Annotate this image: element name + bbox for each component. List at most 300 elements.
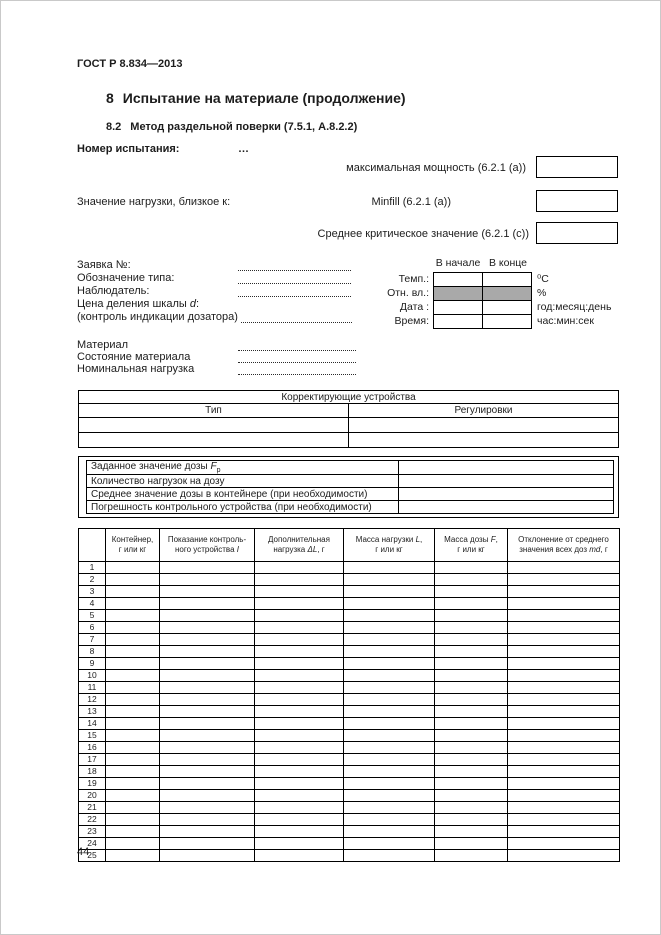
measurement-cell (255, 634, 344, 646)
row-number-cell: 8 (79, 646, 106, 658)
measurement-cell (344, 778, 435, 790)
measurement-cell (255, 742, 344, 754)
critical-value-field (536, 222, 618, 244)
row-number-cell: 3 (79, 586, 106, 598)
measurement-cell (160, 790, 255, 802)
measurement-cell (435, 802, 508, 814)
measurement-cell (435, 778, 508, 790)
measurement-cell (508, 778, 620, 790)
measurement-cell (344, 838, 435, 850)
additional-load-header-line2: нагрузка (273, 545, 308, 554)
measurement-cell (435, 718, 508, 730)
measurement-cell (106, 790, 160, 802)
load-mass-column-header (344, 529, 435, 562)
section-title-text: Испытание на материале (продолжение) (122, 90, 406, 106)
measurement-cell (160, 682, 255, 694)
measurement-cell (160, 622, 255, 634)
measurement-cell (255, 790, 344, 802)
measurement-cell (508, 658, 620, 670)
deviation-header-line2: значения всех доз (519, 545, 590, 554)
correcting-adjust-header: Регулировки (349, 404, 619, 418)
measurement-cell (508, 562, 620, 574)
env-temp-label: Темп.: (398, 273, 429, 285)
measurement-cell (106, 646, 160, 658)
measurement-cell (344, 790, 435, 802)
measurement-cell (106, 838, 160, 850)
load-mass-unit: г или кг (375, 545, 403, 554)
row-number-cell: 5 (79, 610, 106, 622)
row-number-cell: 13 (79, 706, 106, 718)
loads-per-dose-row (87, 475, 614, 488)
measurement-cell (106, 718, 160, 730)
measurement-cell (508, 850, 620, 862)
doser-indication-row (77, 311, 352, 324)
measurement-cell (255, 754, 344, 766)
measurement-cell (508, 610, 620, 622)
measurement-cell (255, 574, 344, 586)
environment-column-headers (433, 257, 611, 270)
measurement-cell (344, 826, 435, 838)
measurement-cell (106, 730, 160, 742)
measurement-cell (255, 730, 344, 742)
measurement-cell (344, 706, 435, 718)
row-number-cell: 9 (79, 658, 106, 670)
deviation-column-header (508, 529, 620, 562)
env-time-end-field (482, 314, 532, 329)
measurement-cell (160, 694, 255, 706)
env-humidity-unit: % (537, 287, 547, 299)
measurement-cell (160, 598, 255, 610)
measurement-cell (344, 766, 435, 778)
env-row-date (369, 300, 611, 315)
row-number-cell: 12 (79, 694, 106, 706)
measurement-cell (508, 802, 620, 814)
measurement-cell (435, 742, 508, 754)
measurement-row (79, 718, 620, 730)
measurement-cell (508, 742, 620, 754)
measurement-cell (508, 838, 620, 850)
dose-set-value-field (399, 461, 614, 475)
measurement-cell (435, 670, 508, 682)
measurement-row (79, 610, 620, 622)
measurement-cell (508, 670, 620, 682)
loads-per-dose-label: Количество нагрузок на дозу (87, 475, 399, 488)
measurement-cell (435, 658, 508, 670)
measurement-cell (508, 826, 620, 838)
dose-set-value-row (87, 461, 614, 475)
row-number-cell: 2 (79, 574, 106, 586)
measurement-cell (435, 634, 508, 646)
section-title (106, 90, 406, 106)
measurement-cell (106, 658, 160, 670)
load-mass-comma: , (420, 535, 423, 544)
measurement-cell (508, 730, 620, 742)
correcting-devices-title-row (79, 391, 619, 404)
measurement-cell (255, 766, 344, 778)
measurement-cell (106, 634, 160, 646)
measurement-cell (160, 586, 255, 598)
measurement-cell (106, 766, 160, 778)
material-leader (238, 339, 356, 351)
measurement-cell (508, 622, 620, 634)
measurement-cell (344, 586, 435, 598)
measurement-table-header (79, 529, 620, 562)
measurement-cell (435, 610, 508, 622)
row-number-cell: 18 (79, 766, 106, 778)
measurement-cell (255, 658, 344, 670)
measurement-cell (255, 706, 344, 718)
measurement-cell (160, 754, 255, 766)
measurement-table-body (79, 562, 620, 862)
measurement-cell (255, 598, 344, 610)
material-state-leader (238, 351, 356, 363)
measurement-cell (344, 742, 435, 754)
measurement-cell (435, 562, 508, 574)
measurement-cell (344, 850, 435, 862)
measurement-cell (255, 622, 344, 634)
env-humidity-label: Отн. вл.: (387, 287, 429, 299)
measurement-cell (255, 586, 344, 598)
type-designation-label: Обозначение типа: (77, 272, 175, 284)
measurement-cell (160, 562, 255, 574)
measurement-cell (344, 610, 435, 622)
row-number-cell: 17 (79, 754, 106, 766)
measurement-cell (255, 670, 344, 682)
measurement-cell (508, 766, 620, 778)
measurement-cell (106, 670, 160, 682)
material-state-label: Состояние материала (77, 351, 191, 363)
measurement-cell (435, 838, 508, 850)
measurement-cell (435, 598, 508, 610)
scale-division-suffix: : (195, 298, 200, 310)
measurement-cell (435, 754, 508, 766)
measurement-row (79, 754, 620, 766)
measurement-cell (106, 706, 160, 718)
measurement-row (79, 670, 620, 682)
measurement-row (79, 694, 620, 706)
load-value-label: Значение нагрузки, близкое к: (77, 196, 231, 208)
measurement-cell (508, 718, 620, 730)
measurement-cell (435, 766, 508, 778)
measurement-cell (255, 682, 344, 694)
measurement-cell (255, 610, 344, 622)
control-device-error-row (87, 501, 614, 514)
row-number-cell: 7 (79, 634, 106, 646)
measurement-cell (106, 742, 160, 754)
row-number-cell: 25 (79, 850, 106, 862)
measurement-row (79, 574, 620, 586)
env-date-end-field (482, 300, 532, 315)
measurement-cell (435, 694, 508, 706)
load-mass-header-text: Масса нагрузки (355, 535, 416, 544)
request-number-label: Заявка №: (77, 259, 131, 271)
environment-block (369, 257, 611, 329)
env-time-label: Время: (394, 315, 429, 327)
env-temp-end-field (482, 272, 532, 287)
measurement-cell (106, 562, 160, 574)
measurement-cell (435, 790, 508, 802)
measurement-cell (106, 850, 160, 862)
test-number-label: Номер испытания: (77, 143, 180, 155)
measurement-cell (255, 850, 344, 862)
env-row-temperature (369, 272, 611, 287)
measurement-cell (255, 826, 344, 838)
env-row-time (369, 314, 611, 329)
row-number-cell: 4 (79, 598, 106, 610)
subsection-title-text: Метод раздельной поверки (7.5.1, А.8.2.2) (130, 121, 358, 133)
env-temp-unit: ⁰С (537, 273, 549, 285)
measurement-cell (508, 586, 620, 598)
measurement-row (79, 766, 620, 778)
measurement-row (79, 598, 620, 610)
measurement-cell (160, 574, 255, 586)
mean-dose-container-field (399, 488, 614, 501)
env-temp-start-field (433, 272, 483, 287)
measurement-cell (160, 706, 255, 718)
measurement-cell (160, 730, 255, 742)
doser-indication-label: (контроль индикации дозатора) (77, 311, 238, 323)
row-number-cell: 20 (79, 790, 106, 802)
dose-set-value-label (87, 461, 399, 475)
measurement-cell (255, 694, 344, 706)
additional-load-unit: , г (317, 545, 325, 554)
additional-load-column-header (255, 529, 344, 562)
measurement-cell (435, 706, 508, 718)
dose-mass-comma: , (495, 535, 498, 544)
measurement-cell (160, 634, 255, 646)
row-number-cell: 1 (79, 562, 106, 574)
measurement-row (79, 826, 620, 838)
measurement-cell (106, 574, 160, 586)
measurement-cell (106, 826, 160, 838)
subsection-number: 8.2 (106, 121, 122, 133)
measurement-row (79, 658, 620, 670)
deviation-header-line1: Отклонение от среднего (518, 535, 609, 544)
correcting-devices-table (78, 390, 619, 448)
measurement-cell (160, 718, 255, 730)
measurement-row (79, 562, 620, 574)
nominal-load-leader (238, 363, 356, 375)
measurement-cell (344, 718, 435, 730)
env-time-start-field (433, 314, 483, 329)
measurement-row (79, 682, 620, 694)
measurement-row (79, 742, 620, 754)
dose-set-value-text: Заданное значение дозы (91, 461, 211, 472)
correcting-devices-empty-row (79, 418, 619, 433)
critical-value-label: Среднее критическое значение (6.2.1 (с)) (317, 228, 529, 240)
measurement-cell (160, 778, 255, 790)
measurement-cell (435, 850, 508, 862)
doser-indication-leader (241, 311, 352, 323)
correcting-adjust-field (349, 433, 619, 448)
measurement-cell (508, 814, 620, 826)
measurement-cell (344, 598, 435, 610)
scale-division-symbol: d (189, 298, 196, 310)
measurement-cell (508, 634, 620, 646)
measurement-cell (344, 658, 435, 670)
container-column-header (106, 529, 160, 562)
correcting-type-header: Тип (79, 404, 349, 418)
control-device-error-field (399, 501, 614, 514)
measurement-cell (508, 646, 620, 658)
measurement-cell (255, 838, 344, 850)
measurement-row (79, 802, 620, 814)
measurement-cell (255, 562, 344, 574)
deviation-unit: , г (600, 545, 608, 554)
measurement-cell (344, 730, 435, 742)
indication-symbol: I (236, 545, 239, 554)
measurement-row (79, 706, 620, 718)
dose-set-value-symbol: F (210, 461, 217, 472)
section-number: 8 (106, 90, 114, 106)
type-designation-leader (238, 272, 351, 284)
measurement-row (79, 814, 620, 826)
row-number-cell: 10 (79, 670, 106, 682)
measurement-cell (435, 682, 508, 694)
row-number-cell: 11 (79, 682, 106, 694)
scale-division-prefix: Цена деления шкалы (77, 298, 190, 310)
minfill-field (536, 190, 618, 212)
row-number-cell: 6 (79, 622, 106, 634)
correcting-type-field (79, 433, 349, 448)
measurement-cell (255, 814, 344, 826)
material-label: Материал (77, 339, 128, 351)
measurement-cell (344, 622, 435, 634)
row-number-cell: 24 (79, 838, 106, 850)
mean-dose-container-row (87, 488, 614, 501)
measurement-cell (435, 646, 508, 658)
load-mass-symbol: L (415, 535, 421, 544)
measurement-cell (160, 802, 255, 814)
measurement-table (78, 528, 620, 862)
measurement-cell (344, 670, 435, 682)
measurement-cell (435, 826, 508, 838)
deviation-symbol: md (589, 545, 601, 554)
measurement-cell (106, 814, 160, 826)
row-number-cell: 21 (79, 802, 106, 814)
env-humidity-start-field (433, 286, 483, 301)
measurement-cell (106, 802, 160, 814)
measurement-cell (508, 754, 620, 766)
measurement-cell (106, 586, 160, 598)
row-number-column-header (79, 529, 106, 562)
measurement-cell (344, 754, 435, 766)
measurement-cell (508, 598, 620, 610)
env-humidity-end-field (482, 286, 532, 301)
measurement-cell (160, 646, 255, 658)
measurement-cell (435, 814, 508, 826)
measurement-cell (255, 646, 344, 658)
row-number-cell: 14 (79, 718, 106, 730)
measurement-cell (435, 586, 508, 598)
mean-dose-container-label: Среднее значение дозы в контейнере (при необходимости) (87, 488, 399, 501)
dose-mass-unit: г или кг (457, 545, 485, 554)
measurement-cell (106, 682, 160, 694)
measurement-header-row (79, 529, 620, 562)
measurement-cell (106, 610, 160, 622)
measurement-cell (508, 694, 620, 706)
minfill-label: Minfill (6.2.1 (а)) (371, 196, 451, 208)
measurement-cell (160, 610, 255, 622)
additional-load-header-line1: Дополнительная (268, 535, 330, 544)
measurement-cell (508, 706, 620, 718)
measurement-cell (508, 790, 620, 802)
env-header-end: В конце (488, 257, 527, 269)
request-number-leader (238, 259, 351, 271)
measurement-cell (106, 622, 160, 634)
measurement-cell (344, 562, 435, 574)
measurement-cell (160, 766, 255, 778)
correcting-type-field (79, 418, 349, 433)
measurement-row (79, 730, 620, 742)
env-row-humidity (369, 286, 611, 301)
env-header-start: В начале (435, 257, 481, 269)
measurement-cell (106, 694, 160, 706)
measurement-cell (160, 826, 255, 838)
measurement-cell (255, 802, 344, 814)
measurement-cell (344, 694, 435, 706)
max-power-field (536, 156, 618, 178)
measurement-row (79, 622, 620, 634)
doc-number: ГОСТ Р 8.834—2013 (77, 58, 183, 70)
measurement-cell (344, 574, 435, 586)
env-date-start-field (433, 300, 483, 315)
measurement-cell (106, 778, 160, 790)
measurement-cell (344, 682, 435, 694)
test-number-value: … (238, 143, 249, 155)
correcting-adjust-field (349, 418, 619, 433)
dose-parameters-frame (78, 456, 619, 518)
dose-parameters-table (86, 460, 614, 514)
indication-header-line1: Показание контроль- (167, 535, 247, 544)
nominal-load-label: Номинальная нагрузка (77, 363, 195, 375)
measurement-row (79, 634, 620, 646)
dose-mass-header-text: Масса дозы (444, 535, 491, 544)
measurement-cell (344, 646, 435, 658)
additional-load-symbol: ΔL (307, 545, 318, 554)
env-date-label: Дата : (399, 301, 429, 313)
container-header-line2: г или кг (118, 545, 147, 554)
row-number-cell: 16 (79, 742, 106, 754)
container-header-line1: Контейнер, (111, 535, 154, 544)
measurement-row (79, 838, 620, 850)
measurement-cell (255, 718, 344, 730)
measurement-cell (160, 742, 255, 754)
measurement-cell (508, 574, 620, 586)
indication-header-line2: ного устройства (175, 545, 237, 554)
measurement-cell (344, 634, 435, 646)
observer-label: Наблюдатель: (77, 285, 150, 297)
measurement-cell (344, 814, 435, 826)
row-number-cell: 19 (79, 778, 106, 790)
dose-set-value-subscript: p (216, 467, 221, 474)
indication-column-header (160, 529, 255, 562)
control-device-error-label: Погрешность контрольного устройства (при необходимости) (87, 501, 399, 514)
measurement-row (79, 790, 620, 802)
measurement-cell (435, 622, 508, 634)
measurement-cell (106, 754, 160, 766)
row-number-cell: 22 (79, 814, 106, 826)
env-date-unit: год:месяц:день (537, 301, 612, 313)
row-number-cell: 15 (79, 730, 106, 742)
dose-mass-symbol: F (490, 535, 496, 544)
measurement-cell (160, 814, 255, 826)
scale-division-label (77, 298, 199, 311)
measurement-cell (160, 850, 255, 862)
correcting-devices-empty-row (79, 433, 619, 448)
measurement-cell (255, 778, 344, 790)
correcting-devices-title: Корректирующие устройства (79, 391, 619, 404)
